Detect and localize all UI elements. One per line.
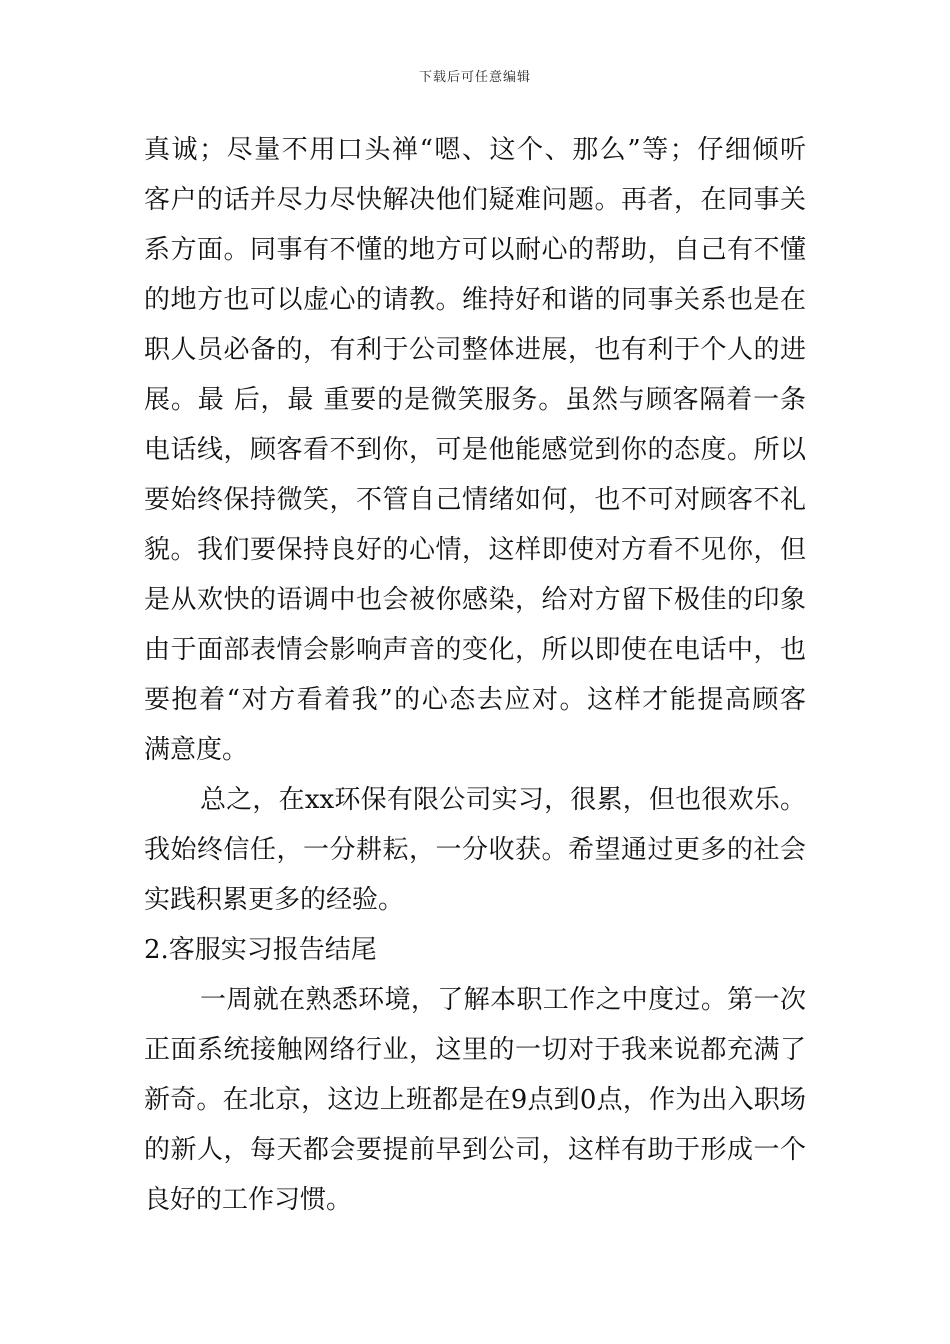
text-line: 要始终保持微笑，不管自己情绪如何，也不可对顾客不礼 [144,485,806,515]
text-line: 是从欢快的语调中也会被你感染，给对方留下极佳的印象 [144,585,806,615]
page-header: 下载后可任意编辑 [418,70,531,85]
section-heading: 2.客服实习报告结尾 [144,935,377,965]
text-line: 真诚；尽量不用口头禅“嗯、这个、那么”等；仔细倾听 [144,135,806,165]
text-line: 正面系统接触网络行业，这里的一切对于我来说都充满了 [144,1035,806,1065]
text-line: 总之，在xx环保有限公司实习，很累，但也很欢乐。 [200,785,806,815]
text-line: 客户的话并尽力尽快解决他们疑难问题。再者，在同事关 [144,185,806,215]
text-line: 由于面部表情会影响声音的变化，所以即使在电话中，也 [144,635,806,665]
text-line: 职人员必备的，有利于公司整体进展，也有利于个人的进 [144,335,806,365]
text-line: 新奇。在北京，这边上班都是在9点到0点，作为出入职场 [144,1085,806,1115]
text-line: 我始终信任，一分耕耘，一分收获。希望通过更多的社会 [144,835,806,865]
text-line: 的地方也可以虚心的请教。维持好和谐的同事关系也是在 [144,285,806,315]
document-body [144,125,806,1225]
text-line: 要抱着“对方看着我”的心态去应对。这样才能提高顾客 [144,685,806,715]
text-line: 展。最 后，最 重要的是微笑服务。虽然与顾客隔着一条 [144,385,806,415]
text-line: 的新人，每天都会要提前早到公司，这样有助于形成一个 [144,1135,806,1165]
text-line: 实践积累更多的经验。 [144,885,405,915]
text-line: 良好的工作习惯。 [144,1185,353,1215]
text-line: 电话线，顾客看不到你，可是他能感觉到你的态度。所以 [144,435,806,465]
text-line: 系方面。同事有不懂的地方可以耐心的帮助，自己有不懂 [144,235,806,265]
text-line: 满意度。 [144,735,249,765]
text-line: 一周就在熟悉环境，了解本职工作之中度过。第一次 [200,985,806,1015]
text-line: 貌。我们要保持良好的心情，这样即使对方看不见你，但 [144,535,806,565]
